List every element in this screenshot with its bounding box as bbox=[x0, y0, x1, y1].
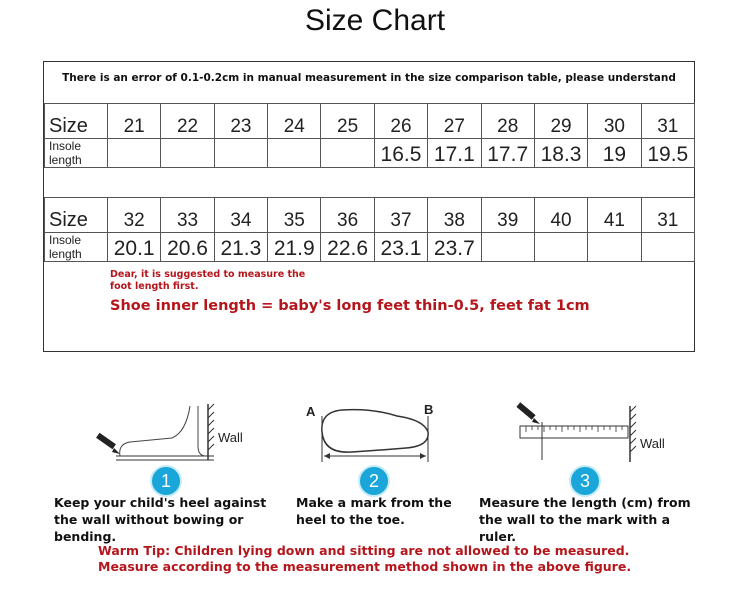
foot-outline-illustration bbox=[302, 402, 442, 464]
size-cell: 36 bbox=[321, 198, 374, 233]
size-cell: 40 bbox=[534, 198, 587, 233]
size-row bbox=[45, 104, 695, 139]
insole-cell bbox=[108, 139, 161, 168]
size-cell: 35 bbox=[268, 198, 321, 233]
insole-cell: 21.3 bbox=[214, 233, 267, 262]
size-row bbox=[45, 198, 695, 233]
size-label: Size bbox=[45, 198, 108, 233]
step-2-badge: 2 bbox=[358, 465, 390, 497]
size-label: Size bbox=[45, 104, 108, 139]
step-1-badge: 1 bbox=[150, 465, 182, 497]
insole-row bbox=[45, 139, 695, 168]
pencil-icon bbox=[96, 433, 120, 454]
insole-cell bbox=[321, 139, 374, 168]
page-title: Size Chart bbox=[304, 4, 446, 37]
size-table-2 bbox=[44, 197, 695, 262]
insole-cell: 17.7 bbox=[481, 139, 534, 168]
size-cell: 39 bbox=[481, 198, 534, 233]
insole-cell: 18.3 bbox=[534, 139, 587, 168]
insole-cell: 16.5 bbox=[374, 139, 427, 168]
size-cell: 33 bbox=[161, 198, 214, 233]
insole-cell: 19 bbox=[588, 139, 641, 168]
insole-cell: 21.9 bbox=[268, 233, 321, 262]
size-cell: 25 bbox=[321, 104, 374, 139]
size-cell: 37 bbox=[374, 198, 427, 233]
step-1-caption: Keep your child's heel against the wall without bowing or bending. bbox=[54, 495, 267, 544]
insole-cell: 23.7 bbox=[428, 233, 481, 262]
measure-advice: Dear, it is suggested to measure the foot length first. bbox=[110, 269, 306, 292]
insole-cell bbox=[214, 139, 267, 168]
insole-cell bbox=[268, 139, 321, 168]
size-cell: 31 bbox=[641, 198, 694, 233]
insole-cell: 17.1 bbox=[428, 139, 481, 168]
size-cell: 34 bbox=[214, 198, 267, 233]
warm-tip-line-1: Warm Tip: Children lying down and sitting are not allowed to be measured. bbox=[98, 543, 630, 558]
size-table-1 bbox=[44, 103, 695, 168]
wall-label: Wall bbox=[218, 430, 243, 445]
size-cell: 30 bbox=[588, 104, 641, 139]
point-b-label: B bbox=[424, 402, 434, 417]
size-cell: 26 bbox=[374, 104, 427, 139]
insole-cell bbox=[641, 233, 694, 262]
size-cell: 27 bbox=[428, 104, 481, 139]
insole-cell bbox=[161, 139, 214, 168]
heel-against-wall-illustration bbox=[90, 402, 260, 464]
insole-cell: 20.6 bbox=[161, 233, 214, 262]
size-cell: 23 bbox=[214, 104, 267, 139]
size-cell: 41 bbox=[588, 198, 641, 233]
measurement-error-note: There is an error of 0.1-0.2cm in manual measurement in the size comparison table, please understand bbox=[62, 72, 676, 84]
warm-tip-line-2: Measure according to the measurement method shown in the above figure. bbox=[98, 559, 632, 574]
insole-label: Insole length bbox=[45, 233, 108, 262]
insole-cell bbox=[534, 233, 587, 262]
step-2-caption: Make a mark from the heel to the toe. bbox=[296, 495, 452, 527]
size-cell: 31 bbox=[641, 104, 694, 139]
size-chart-box bbox=[43, 61, 695, 352]
size-cell: 38 bbox=[428, 198, 481, 233]
step-3-badge: 3 bbox=[569, 465, 601, 497]
size-cell: 29 bbox=[534, 104, 587, 139]
size-cell: 28 bbox=[481, 104, 534, 139]
insole-cell bbox=[588, 233, 641, 262]
size-cell: 22 bbox=[161, 104, 214, 139]
insole-cell bbox=[481, 233, 534, 262]
size-formula: Shoe inner length = baby's long feet thin-0.5, feet fat 1cm bbox=[110, 298, 590, 314]
insole-cell: 23.1 bbox=[374, 233, 427, 262]
pencil-icon bbox=[516, 402, 540, 424]
wall-label: Wall bbox=[640, 436, 665, 451]
step-3-caption: Measure the length (cm) from the wall to the mark with a ruler. bbox=[479, 495, 691, 544]
insole-cell: 20.1 bbox=[108, 233, 161, 262]
warm-tip bbox=[98, 543, 631, 575]
size-cell: 32 bbox=[108, 198, 161, 233]
insole-cell: 22.6 bbox=[321, 233, 374, 262]
size-cell: 21 bbox=[108, 104, 161, 139]
insole-row bbox=[45, 233, 695, 262]
insole-label: Insole length bbox=[45, 139, 108, 168]
ruler-measure-illustration bbox=[512, 402, 687, 464]
point-a-label: A bbox=[306, 404, 316, 419]
insole-cell: 19.5 bbox=[641, 139, 694, 168]
size-cell: 24 bbox=[268, 104, 321, 139]
